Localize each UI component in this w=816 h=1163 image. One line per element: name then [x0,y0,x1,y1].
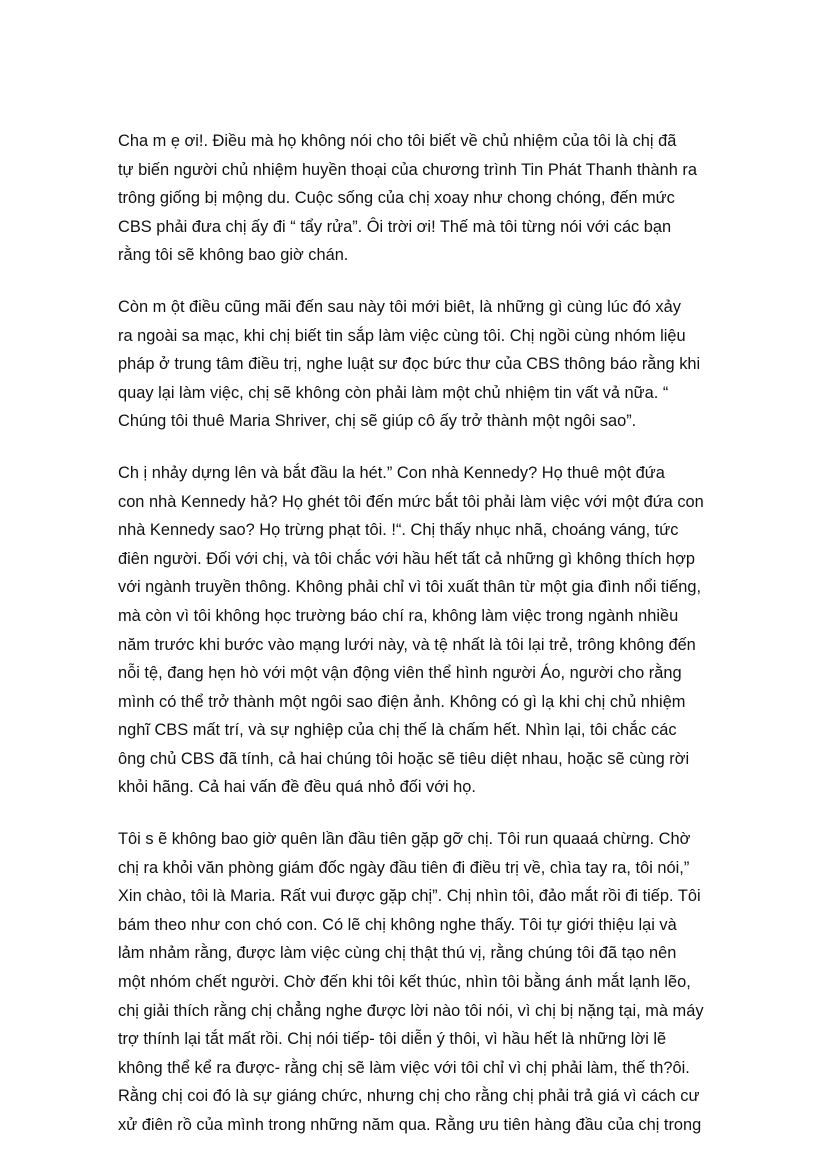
text-line: bám theo như con chó con. Có lẽ chị không nghe thấy. Tôi tự giới thiệu lại và [118,915,677,934]
text-line: CBS phải đưa chị ấy đi “ tẩy rửa”. Ôi trời ơi! Thế mà tôi từng nói với các bạn [118,217,672,236]
text-line: con nhà Kennedy hả? Họ ghét tôi đến mức bắt tôi phải làm việc với một đứa con [118,492,704,511]
text-line: ra ngoài sa mạc, khi chị biết tin sắp làm việc cùng tôi. Chị ngồi cùng nhóm liệu [118,326,686,345]
text-line: Rằng chị coi đó là sự giáng chức, nhưng chị cho rằng chị phải trả giá vì cách cư [118,1087,700,1106]
text-line: điên người. Đối với chị, và tôi chắc với hầu hết tất cả những gì không thích hợp [118,549,696,568]
text-line: Tôi s ẽ không bao giờ quên lần đầu tiên gặp gỡ chị. Tôi run quaaá chừng. Chờ [118,830,691,849]
text-line: Xin chào, tôi là Maria. Rất vui được gặp chị”. Chị nhìn tôi, đảo mắt rồi đi tiếp. Tôi [118,887,701,906]
text-line: mình có thể trở thành một ngôi sao điện ảnh. Không có gì lạ khi chị chủ nhiệm [118,692,686,711]
text-line: ông chủ CBS đã tính, cả hai chúng tôi hoặc sẽ tiêu diệt nhau, hoặc sẽ cùng rời [118,749,690,768]
paragraph-2 [96,293,720,436]
text-line: trợ thính lại tắt mất rồi. Chị nói tiếp- tôi diễn ý thôi, vì hầu hết là những lời lẽ [118,1030,667,1049]
text-line: pháp ở trung tâm điều trị, nghe luật sư đọc bức thư của CBS thông báo rằng khi [118,355,701,374]
paragraph-3 [96,459,720,802]
text-line: không thể kể ra được- rằng chị sẽ làm việc với tôi chỉ vì chị phải làm, thế th?ôi. [118,1058,690,1077]
text-line: Còn m ột điều cũng mãi đến sau này tôi mới biêt, là những gì cùng lúc đó xảy [118,297,681,316]
paragraph-4 [96,825,720,1140]
text-line: rằng tôi sẽ không bao giờ chán. [118,246,349,265]
text-line: quay lại làm việc, chị sẽ không còn phải làm một chủ nhiệm tin vất vả nữa. “ [118,383,669,402]
text-line: một nhóm chết người. Chờ đến khi tôi kết thúc, nhìn tôi bằng ánh mắt lạnh lẽo, [118,973,691,992]
text-line: mà còn vì tôi không học trường báo chí ra, không làm việc trong ngành nhiều [118,606,679,625]
text-line: Cha m ẹ ơi!. Điều mà họ không nói cho tôi biết về chủ nhiệm của tôi là chị đã [118,132,677,150]
body-text [96,127,720,1163]
text-line: Chúng tôi thuê Maria Shriver, chị sẽ giúp cô ấy trở thành một ngôi sao”. [118,412,637,431]
text-line: chị giải thích rằng chị chẳng nghe được lời nào tôi nói, vì chị bị nặng tại, mà máy [118,1001,704,1020]
text-line: lảm nhảm rằng, được làm việc cùng chị thật thú vị, rằng chúng tôi đã tạo nên [118,944,677,963]
text-line: xử điên rồ của mình trong những năm qua. Rằng ưu tiên hàng đầu của chị trong [118,1116,702,1134]
text-line: nhà Kennedy sao? Họ trừng phạt tôi. !“. Chị thấy nhục nhã, choáng váng, tức [118,521,679,540]
text-line: Ch ị nhảy dựng lên và bắt đầu la hét.” Con nhà Kennedy? Họ thuê một đứa [118,463,665,482]
text-line: năm trước khi bước vào mạng lưới này, và tệ nhất là tôi lại trẻ, trông không đến [118,635,696,654]
text-line: trông giống bị mộng du. Cuộc sống của chị xoay như chong chóng, đến mức [118,189,675,208]
paragraph-1 [96,127,720,270]
text-line: khỏi hãng. Cả hai vấn đề đều quá nhỏ đối với họ. [118,778,476,797]
text-line: chị ra khỏi văn phòng giám đốc ngày đầu tiên đi điều trị về, chìa tay ra, tôi nói,” [118,858,690,877]
text-line: nghĩ CBS mất trí, và sự nghiệp của chị thế là chấm hết. Nhìn lại, tôi chắc các [118,721,677,740]
text-line: tự biến người chủ nhiệm huyền thoại của chương trình Tin Phát Thanh thành ra [118,160,697,179]
text-line: với ngành truyền thông. Không phải chỉ vì tôi xuất thân từ một gia đình nổi tiếng, [118,578,702,597]
text-line: nỗi tệ, đang hẹn hò với một vận động viên thể hình người Áo, người cho rằng [118,664,682,683]
